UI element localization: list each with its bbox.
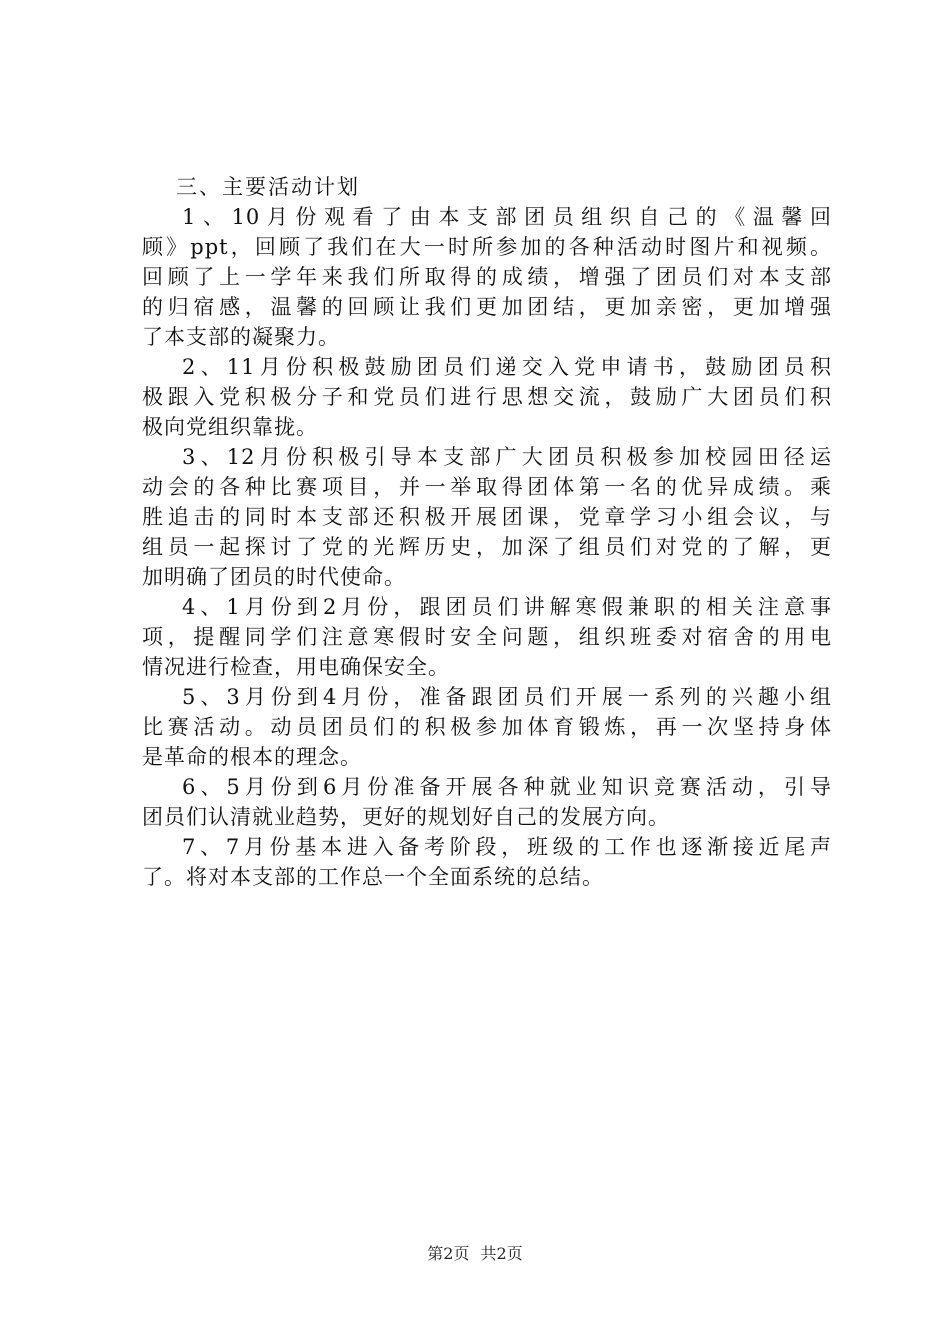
section-heading: 三、主要活动计划 xyxy=(176,175,360,199)
paragraph-line: 5、3月份到4月份，准备跟团员们开展一系列的兴趣小组 xyxy=(182,685,832,709)
paragraph-line: 组员一起探讨了党的光辉历史，加深了组员们对党的了解，更 xyxy=(142,535,832,559)
paragraph-line: 2、11月份积极鼓励团员们递交入党申请书，鼓励团员积 xyxy=(182,355,832,379)
paragraph-line: 1、10月份观看了由本支部团员组织自己的《温馨回 xyxy=(182,205,832,229)
paragraph-line: 3、12月份积极引导本支部广大团员积极参加校园田径运 xyxy=(182,445,832,469)
paragraph-line: 了。将对本支部的工作总一个全面系统的总结。 xyxy=(142,865,604,889)
paragraph-line: 项，提醒同学们注意寒假时安全问题，组织班委对宿舍的用电 xyxy=(142,625,832,649)
page-footer xyxy=(0,1244,950,1264)
document-body xyxy=(142,172,832,892)
page-number: 第2页 xyxy=(427,1244,470,1263)
paragraph xyxy=(142,772,832,832)
paragraph-line: 回顾了上一学年来我们所取得的成绩，增强了团员们对本支部 xyxy=(142,265,832,289)
paragraph-line: 4、1月份到2月份，跟团员们讲解寒假兼职的相关注意事 xyxy=(182,595,832,619)
paragraph-line: 6、5月份到6月份准备开展各种就业知识竞赛活动，引导 xyxy=(182,775,832,799)
paragraph-line: 极跟入党积极分子和党员们进行思想交流，鼓励广大团员们积 xyxy=(142,385,832,409)
paragraph-line: 团员们认清就业趋势，更好的规划好自己的发展方向。 xyxy=(142,805,670,829)
paragraph xyxy=(142,592,832,682)
paragraph-list xyxy=(142,202,832,892)
paragraph-line: 加明确了团员的时代使命。 xyxy=(142,565,406,589)
paragraph-line: 动会的各种比赛项目，并一举取得团体第一名的优异成绩。乘 xyxy=(142,475,832,499)
paragraph xyxy=(142,202,832,352)
page-total: 共2页 xyxy=(480,1244,523,1263)
paragraph-line: 胜追击的同时本支部还积极开展团课，党章学习小组会议，与 xyxy=(142,505,832,529)
paragraph-line: 情况进行检查，用电确保安全。 xyxy=(142,655,450,679)
paragraph xyxy=(142,352,832,442)
paragraph-line: 极向党组织靠拢。 xyxy=(142,415,318,439)
paragraph xyxy=(142,832,832,892)
paragraph-line: 了本支部的凝聚力。 xyxy=(142,325,340,349)
paragraph xyxy=(142,682,832,772)
paragraph xyxy=(142,442,832,592)
paragraph-line: 的归宿感，温馨的回顾让我们更加团结，更加亲密，更加增强 xyxy=(142,295,832,319)
paragraph-line: 7、7月份基本进入备考阶段，班级的工作也逐渐接近尾声 xyxy=(182,835,832,859)
paragraph-line: 比赛活动。动员团员们的积极参加体育锻炼，再一次坚持身体 xyxy=(142,715,832,739)
paragraph-line: 顾》ppt，回顾了我们在大一时所参加的各种活动时图片和视频。 xyxy=(142,235,832,259)
paragraph-line: 是革命的根本的理念。 xyxy=(142,745,362,769)
